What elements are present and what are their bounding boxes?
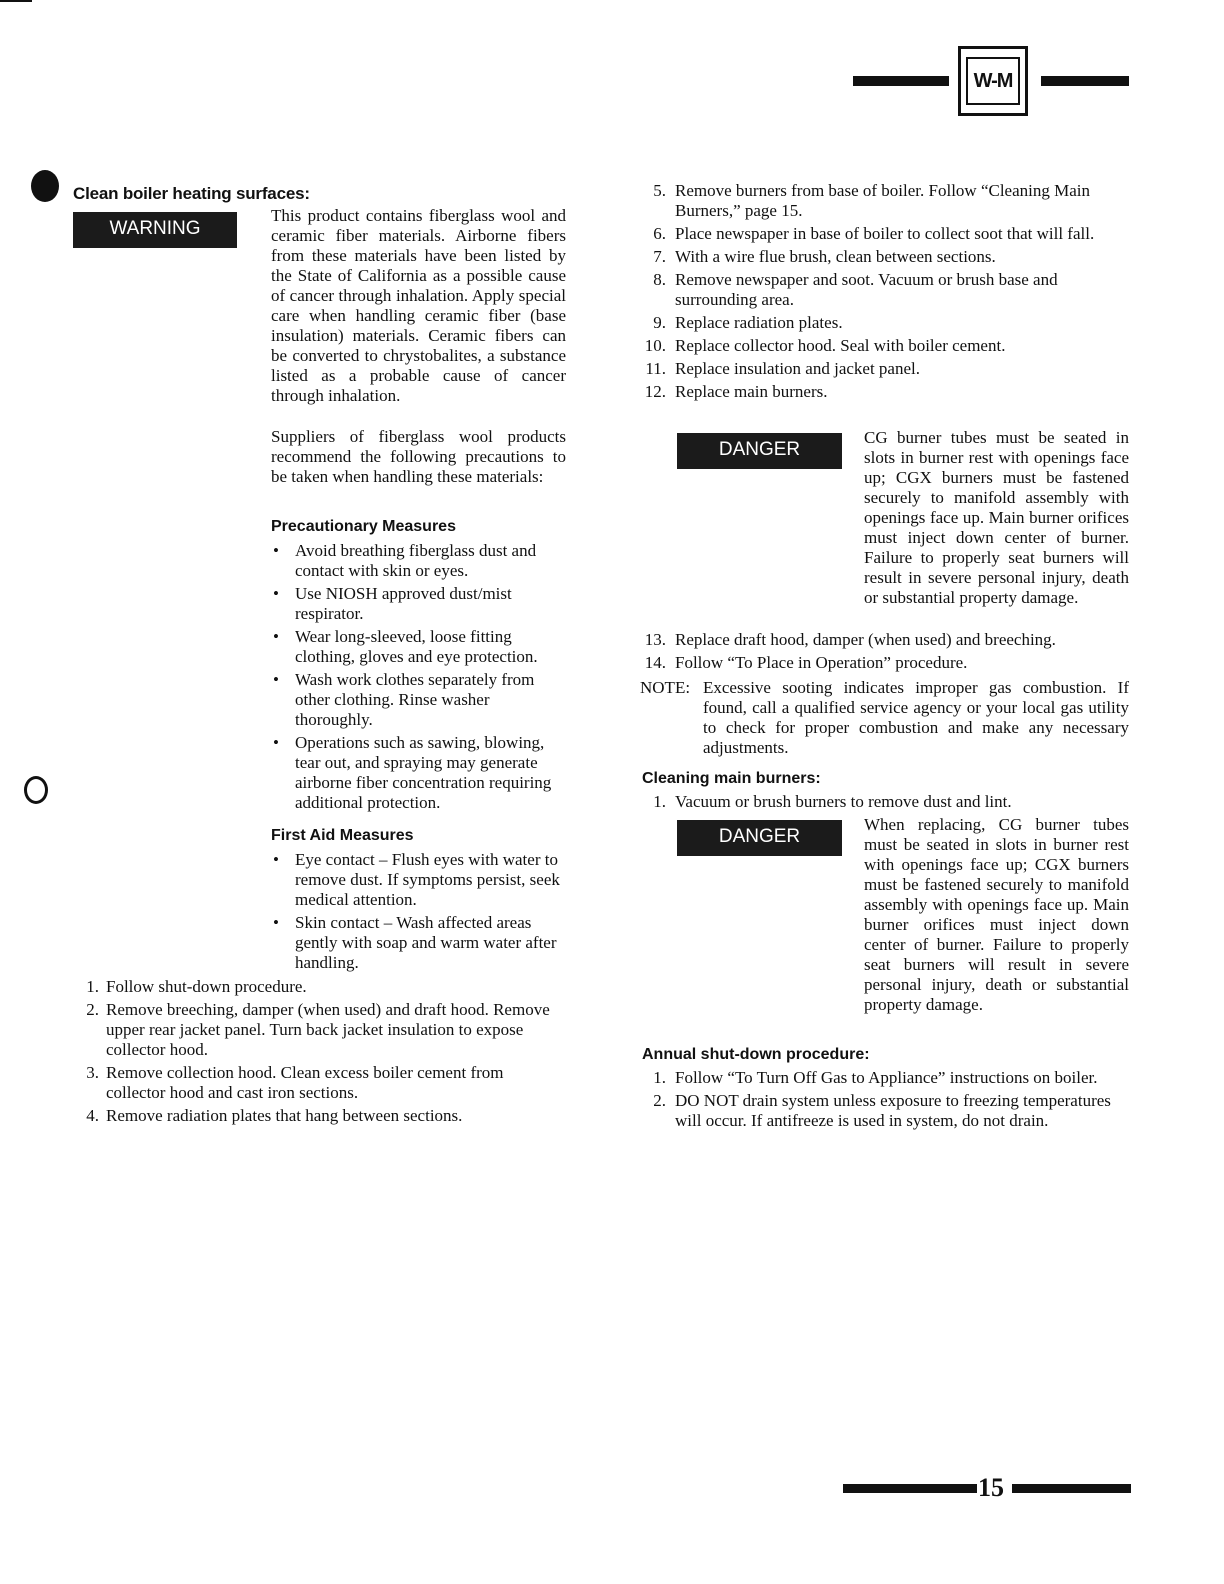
step-text: Replace insulation and jacket panel. <box>675 359 920 378</box>
note-text: Excessive sooting indicates improper gas combustion. If found, call a qualified service agency or your local gas utility to check for proper combustion and make any necessary adjustments. <box>703 678 1129 757</box>
danger-label-2: DANGER <box>677 820 842 856</box>
logo-mark: W-M <box>966 57 1020 105</box>
header-bar-right <box>1041 76 1129 86</box>
step-number: 2. <box>86 1000 99 1019</box>
step-item <box>642 1068 1129 1088</box>
step-text: With a wire flue brush, clean between sections. <box>675 247 996 266</box>
step-number: 3. <box>86 1063 99 1082</box>
step-number: 1. <box>653 1068 666 1087</box>
warning-label: WARNING <box>73 212 237 248</box>
annual-heading: Annual shut-down procedure: <box>642 1046 870 1063</box>
step-text: Replace collector hood. Seal with boiler cement. <box>675 336 1006 355</box>
step-text: Replace radiation plates. <box>675 313 843 332</box>
footer-bar-left <box>843 1484 977 1493</box>
step-item <box>642 1091 1129 1131</box>
danger-text-1: CG burner tubes must be seated in slots in burner rest with openings face up; CGX burners must be fastened securely to manifold assembly with openings face up. Main burner orifices must inject down center of burner. Failure to properly seat burners will result in severe personal injury, death or substantial property damage. <box>864 428 1129 607</box>
step-number: 7. <box>653 247 666 266</box>
step-number: 8. <box>653 270 666 289</box>
list-item: • Wash work clothes separately from other clothing. Rinse washer thoroughly. <box>273 670 535 729</box>
step-text: Place newspaper in base of boiler to collect soot that will fall. <box>675 224 1095 243</box>
step-text: Remove breeching, damper (when used) and draft hood. Remove upper rear jacket panel. Turn back jacket insulation to expose collector hood. <box>106 1000 550 1059</box>
footer-bar-right <box>1012 1484 1131 1493</box>
page-number: 15 <box>978 1473 1004 1502</box>
step-item <box>73 1063 566 1103</box>
list-item: • Skin contact – Wash affected areas gently with soap and warm water after handling. <box>273 913 557 972</box>
precaution-list <box>271 541 566 816</box>
list-item: • Operations such as sawing, blowing, tear out, and spraying may generate airborne fiber concentration requiring additional protection. <box>273 733 552 812</box>
list-item: • Wear long-sleeved, loose fitting clothing, gloves and eye protection. <box>273 627 538 666</box>
precautionary-heading: Precautionary Measures <box>271 518 456 535</box>
step-item <box>73 1106 566 1126</box>
step-item <box>642 359 1129 379</box>
top-left-rule <box>0 0 32 2</box>
list-item: • Eye contact – Flush eyes with water to remove dust. If symptoms persist, seek medical attention. <box>273 850 560 909</box>
step-item <box>73 1000 566 1060</box>
section-heading: Clean boiler heating surfaces: <box>73 184 310 203</box>
step-text: Remove newspaper and soot. Vacuum or brush base and surrounding area. <box>675 270 1058 309</box>
step-number: 11. <box>645 359 666 378</box>
step-number: 2. <box>653 1091 666 1110</box>
cleaning-heading: Cleaning main burners: <box>642 770 821 787</box>
cleaning-steps <box>642 792 1129 812</box>
list-item: • Avoid breathing fiberglass dust and contact with skin or eyes. <box>273 541 537 580</box>
note-label: NOTE: <box>640 678 691 697</box>
step-number: 1. <box>86 977 99 996</box>
step-item <box>642 630 1129 650</box>
step-item <box>642 792 1129 812</box>
step-item <box>642 382 1129 402</box>
header-bar-left <box>853 76 949 86</box>
step-text: Vacuum or brush burners to remove dust and lint. <box>675 792 1012 811</box>
step-number: 9. <box>653 313 666 332</box>
step-item <box>642 653 1129 673</box>
step-text: Replace main burners. <box>675 382 828 401</box>
annual-steps <box>642 1068 1129 1134</box>
step-item <box>642 313 1129 333</box>
step-item <box>642 336 1129 356</box>
step-item <box>73 977 566 997</box>
first-aid-list <box>271 850 566 976</box>
note-block <box>640 678 1129 758</box>
step-number: 10. <box>644 336 666 355</box>
step-text: Remove radiation plates that hang between sections. <box>106 1106 463 1125</box>
step-number: 4. <box>86 1106 99 1125</box>
step-item <box>642 247 1129 267</box>
step-text: DO NOT drain system unless exposure to freezing temperatures will occur. If antifreeze is used in system, do not drain. <box>675 1091 1111 1130</box>
step-number: 6. <box>653 224 666 243</box>
section-marker-icon <box>31 170 59 202</box>
punch-hole-icon <box>24 776 48 804</box>
step-text: Replace draft hood, damper (when used) and breeching. <box>675 630 1056 649</box>
logo-box <box>958 46 1028 116</box>
right-steps-a <box>642 181 1129 405</box>
left-steps <box>73 977 566 1129</box>
suppliers-text: Suppliers of fiberglass wool products recommend the following precautions to be taken when handling these materials: <box>271 427 566 486</box>
step-number: 12. <box>644 382 666 401</box>
step-text: Follow shut-down procedure. <box>106 977 307 996</box>
list-item: • Use NIOSH approved dust/mist respirator. <box>273 584 512 623</box>
step-text: Remove collection hood. Clean excess boiler cement from collector hood and cast iron sections. <box>106 1063 504 1102</box>
warning-text: This product contains fiberglass wool and ceramic fiber materials. Airborne fibers from these materials have been listed by the State of California as a possible cause of cancer through inhalation. Apply special care when handling ceramic fiber (base insulation) materials. Ceramic fibers can be converted to chrystobalites, a substance listed as a probable cause of cancer through inhalation. <box>271 206 566 405</box>
step-item <box>642 181 1129 221</box>
step-text: Follow “To Place in Operation” procedure. <box>675 653 968 672</box>
right-steps-b <box>642 630 1129 676</box>
first-aid-heading: First Aid Measures <box>271 827 414 844</box>
step-number: 14. <box>644 653 666 672</box>
danger-text-2: When replacing, CG burner tubes must be seated in slots in burner rest with openings face up; CGX burners must be fastened securely to manifold assembly with openings face up. Main burner orifices must inject down center of burner. Failure to properly seat burners will result in severe personal injury, death or substantial property damage. <box>864 815 1129 1014</box>
step-number: 5. <box>653 181 666 200</box>
step-text: Follow “To Turn Off Gas to Appliance” instructions on boiler. <box>675 1068 1098 1087</box>
step-item <box>642 224 1129 244</box>
step-text: Remove burners from base of boiler. Follow “Cleaning Main Burners,” page 15. <box>675 181 1090 220</box>
step-number: 1. <box>653 792 666 811</box>
step-number: 13. <box>644 630 666 649</box>
danger-label-1: DANGER <box>677 433 842 469</box>
step-item <box>642 270 1129 310</box>
